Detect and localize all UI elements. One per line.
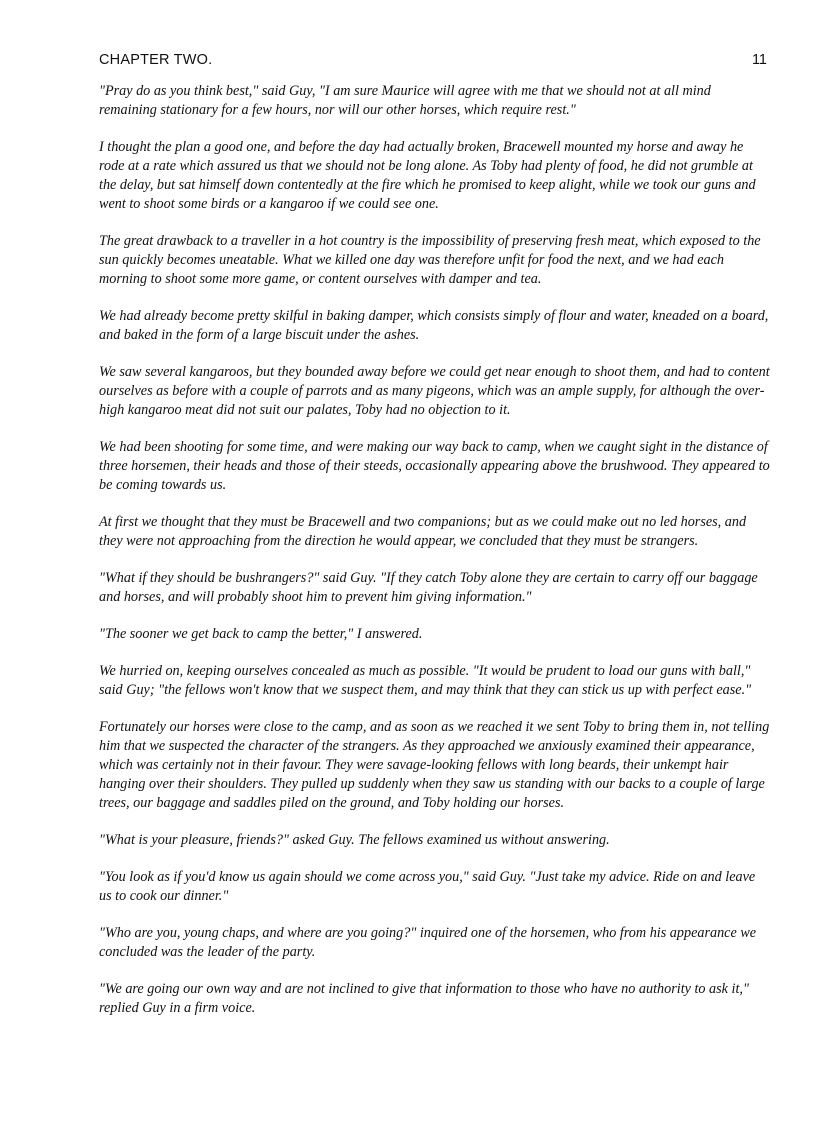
paragraph: "What is your pleasure, friends?" asked Guy. The fellows examined us without answering. — [99, 832, 610, 848]
paragraph: Fortunately our horses were close to the camp, and as soon as we reached it we sent Toby to bring them in, not telling him that we suspected the character of the strangers. As they approached we anxiously examined their appearance, which was certainly not in their favour. They were savage-looking fellows with long beards, their unkempt hair hanging over their shoulders. They pulled up suddenly when they saw us standing with our backs to a couple of large trees, our baggage and saddles piled on the ground, and Toby holding our horses. — [99, 719, 770, 811]
paragraph: At first we thought that they must be Bracewell and two companions; but as we could make out no led horses, and they were not approaching from the direction he would appear, we concluded that they must be strangers. — [99, 514, 747, 549]
paragraph: The great drawback to a traveller in a hot country is the impossibility of preserving fresh meat, which exposed to the sun quickly becomes uneatable. What we killed one day was therefore unfit for food the next, and we had each morning to shoot some more game, or content ourselves with damper and tea. — [99, 233, 761, 287]
paragraph: "The sooner we get back to camp the better," I answered. — [99, 626, 423, 642]
paragraph: We hurried on, keeping ourselves concealed as much as possible. "It would be prudent to load our guns with ball," said Guy; "the fellows won't know that we suspect them, and may think that they can stick us up with perfect ease." — [99, 663, 752, 698]
paragraph: "What if they should be bushrangers?" said Guy. "If they catch Toby alone they are certain to carry off our baggage and horses, and will probably shoot him to prevent him giving information." — [99, 570, 758, 605]
chapter-title: CHAPTER TWO. — [99, 52, 213, 68]
paragraph: We had been shooting for some time, and were making our way back to camp, when we caught sight in the distance of three horsemen, their heads and those of their steeds, occasionally appearing above the brushwood. They appeared to be coming towards us. — [99, 439, 770, 493]
paragraph: "We are going our own way and are not inclined to give that information to those who have no authority to ask it," replied Guy in a firm voice. — [99, 981, 749, 1016]
page-number: 11 — [751, 52, 767, 68]
paragraph: I thought the plan a good one, and before the day had actually broken, Bracewell mounted my horse and away he rode at a rate which assured us that we should not be long alone. As Toby had plenty of food, he did not grumble at the delay, but sat himself down contentedly at the fire which he promised to keep alight, while we took our guns and went to shoot some birds or a kangaroo if we could see one. — [99, 139, 756, 212]
paragraph: "You look as if you'd know us again should we come across you," said Guy. "Just take my advice. Ride on and leave us to cook our dinner." — [99, 869, 756, 904]
paragraph: "Who are you, young chaps, and where are you going?" inquired one of the horsemen, who from his appearance we concluded was the leader of the party. — [99, 925, 757, 960]
paragraph: We had already become pretty skilful in baking damper, which consists simply of flour and water, kneaded on a board, and baked in the form of a large biscuit under the ashes. — [99, 308, 769, 343]
paragraph: We saw several kangaroos, but they bounded away before we could get near enough to shoot them, and had to content ourselves as before with a couple of parrots and as many pigeons, which was an ample supply, for although the over-high kangaroo meat did not suit our palates, Toby had no objection to it. — [99, 364, 770, 418]
paragraph: "Pray do as you think best," said Guy, "I am sure Maurice will agree with me that we should not at all mind remaining stationary for a few hours, nor will our other horses, which require rest." — [99, 83, 711, 118]
body-text — [99, 82, 771, 1036]
